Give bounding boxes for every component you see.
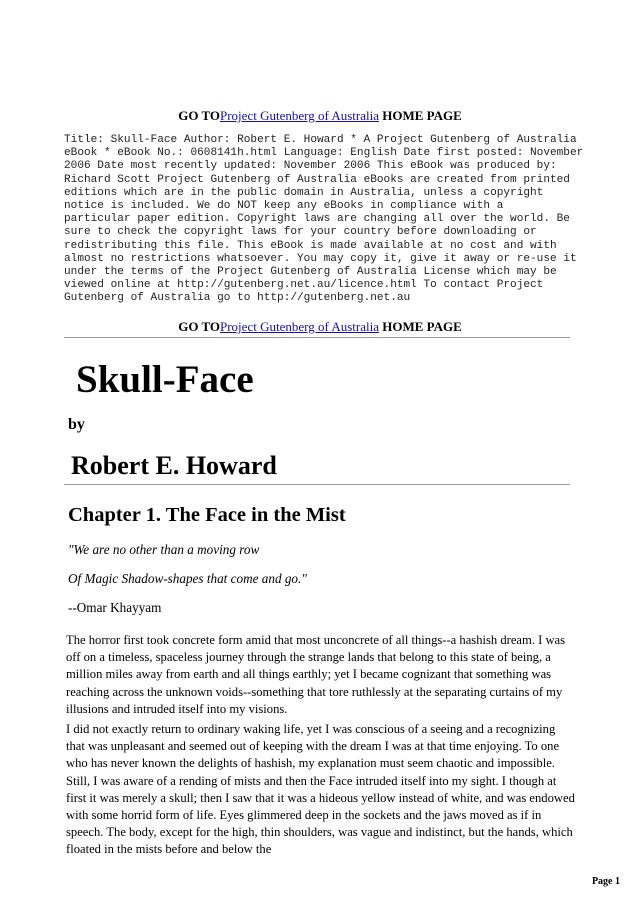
byline: by	[68, 416, 85, 433]
book-title: Skull-Face	[76, 358, 254, 401]
epigraph-attribution: --Omar Khayyam	[68, 600, 162, 615]
nav-go-to: GO TO	[178, 108, 220, 123]
page-number: Page 1	[591, 876, 620, 887]
epigraph-line-2: Of Magic Shadow-shapes that come and go."	[68, 571, 307, 586]
divider-author	[64, 484, 570, 485]
nav-home-page: HOME PAGE	[378, 108, 462, 123]
top-nav	[0, 108, 640, 124]
bottom-nav	[0, 319, 640, 335]
divider-top	[64, 337, 570, 338]
nav-home-page-2: HOME PAGE	[378, 319, 462, 334]
epigraph-line-1: "We are no other than a moving row	[68, 542, 260, 557]
paragraph-2: I did not exactly return to ordinary waking life, yet I was conscious of a seeing and a recognizing that was unpleasant and seemed out of keeping with the dream I was at that time enjoying. To one who has never known the delights of hashish, my explanation must seem chaotic and impossible. Still, I was aware of a rending of mists and then the Face intruded itself into my sight. I though at first it was merely a skull; then I saw that it was a hideous yellow instead of white, and was endowed with some horrid form of life. Eyes glimmered deep in the sockets and the jaws moved as if in speech. The body, except for the high, thin shoulders, was vague and indistinct, but the hands, which floated in the mists before and below the	[66, 722, 575, 857]
ebook-metadata: Title: Skull-Face Author: Robert E. Howard * A Project Gutenberg of Australia eBook * eBook No.: 0608141h.html Language: English Date first posted: November 2006 Date most recently updated: November 2006 This eBook was produced by: Richard Scott Project Gutenberg of Australia eBooks are created from printed editions which are in the public domain in Australia, unless a copyright notice is included. We do NOT keep any eBooks in compliance with a particular paper edition. Copyright laws are changing all over the world. Be sure to check the copyright laws for your country before downloading or redistributing this file. This eBook is made available at no cost and with almost no restrictions whatsoever. You may copy it, give it away or re-use it under the terms of the Project Gutenberg of Australia License which may be viewed online at http://gutenberg.net.au/licence.html To contact Project Gutenberg of Australia go to http://gutenberg.net.au	[64, 134, 584, 305]
author-name: Robert E. Howard	[71, 451, 277, 480]
gutenberg-home-link-2[interactable]: Project Gutenberg of Australia	[220, 319, 379, 334]
nav-go-to-2: GO TO	[178, 319, 220, 334]
chapter-heading: Chapter 1. The Face in the Mist	[68, 504, 346, 526]
gutenberg-home-link[interactable]: Project Gutenberg of Australia	[220, 108, 379, 123]
paragraph-1: The horror first took concrete form amid that most unconcrete of all things--a hashish dream. I was off on a timeless, spaceless journey through the strange lands that belong to this state of being, a million miles away from earth and all things earthly; yet I became cognizant that something was reaching across the unknown voids--something that tore ruthlessly at the separating curtains of my illusions and intruded itself into my visions.	[66, 633, 566, 716]
